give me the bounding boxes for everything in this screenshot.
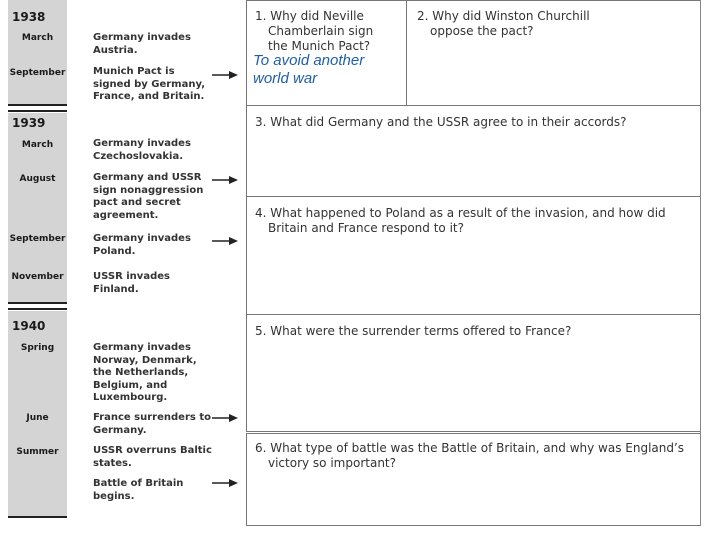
arrow-right-icon	[212, 478, 238, 488]
event-czechoslovakia	[93, 138, 191, 163]
question-3-text: 3. What did Germany and the USSR agree to in their accords?	[255, 115, 627, 129]
event-line: Norway, Denmark,	[93, 354, 197, 366]
month-label: August	[19, 174, 56, 184]
question-line: 1. Why did Neville	[255, 9, 364, 23]
event-line: Austria.	[93, 44, 138, 56]
arrow-right-icon	[212, 70, 238, 80]
year-divider	[8, 308, 67, 310]
event-line: France, and Britain.	[93, 91, 205, 102]
event-line: Germany.	[93, 424, 147, 436]
event-austria	[93, 32, 191, 57]
event-line: Czechoslovakia.	[93, 150, 183, 162]
event-line: USSR invades	[93, 271, 170, 282]
year-divider	[8, 110, 67, 112]
year-1939: 1939	[12, 116, 46, 130]
question-line: oppose the pact?	[430, 24, 534, 38]
answer-line: world war	[253, 70, 318, 87]
answer-line: To avoid another	[253, 52, 365, 69]
question-1-text	[255, 9, 373, 54]
question-line: victory so important?	[268, 456, 396, 470]
event-line: Germany invades	[93, 233, 191, 244]
month-label: November	[11, 272, 64, 282]
event-line: Finland.	[93, 283, 139, 295]
event-line: USSR overruns Baltic	[93, 445, 212, 456]
event-line: Germany invades	[93, 32, 191, 43]
question-line: Chamberlain sign	[268, 24, 374, 38]
event-line: begins.	[93, 490, 135, 502]
event-line: Belgium, and	[93, 379, 168, 391]
question-line: the Munich Pact?	[268, 39, 371, 53]
arrow-right-icon	[212, 236, 238, 246]
event-france-surrenders	[93, 412, 211, 437]
event-line: the Netherlands,	[93, 367, 189, 378]
event-line: Battle of Britain	[93, 478, 184, 489]
arrow-right-icon	[212, 175, 238, 185]
answer-1-text[interactable]	[253, 52, 364, 88]
page-edge	[700, 0, 701, 526]
event-finland	[93, 271, 170, 296]
event-line: Munich Pact is	[93, 66, 175, 77]
month-label: March	[21, 140, 54, 150]
event-western-invasion	[93, 342, 197, 405]
question-4-text	[255, 206, 666, 236]
question-line: Britain and France respond to it?	[268, 221, 464, 235]
question-5-text: 5. What were the surrender terms offered to France?	[255, 324, 572, 338]
event-line: states.	[93, 457, 132, 469]
month-label: September	[9, 68, 66, 78]
year-1940: 1940	[12, 319, 46, 333]
month-label: March	[21, 33, 54, 43]
event-line: Poland.	[93, 245, 136, 257]
month-label: Spring	[20, 343, 55, 353]
event-line: agreement.	[93, 209, 159, 221]
event-line: Luxembourg.	[93, 392, 168, 403]
question-2-text	[417, 9, 590, 39]
year-divider	[8, 302, 67, 304]
question-line: 2. Why did Winston Churchill	[417, 9, 590, 23]
month-label: Summer	[16, 447, 59, 457]
event-battle-of-britain	[93, 478, 183, 503]
question-6-text	[255, 441, 684, 471]
event-line: sign nonaggression	[93, 184, 204, 196]
question-line: 6. What type of battle was the Battle of Britain, and why was England’s	[255, 441, 685, 455]
arrow-right-icon	[212, 413, 238, 423]
event-line: signed by Germany,	[93, 78, 205, 90]
event-line: pact and secret	[93, 197, 181, 208]
month-label: September	[9, 234, 66, 244]
event-line: Germany invades	[93, 342, 191, 353]
event-line: Germany and USSR	[93, 172, 202, 183]
year-divider	[8, 104, 67, 106]
year-1938: 1938	[12, 10, 46, 24]
year-divider	[8, 516, 67, 518]
event-line: France surrenders to	[93, 412, 211, 423]
event-line: Germany invades	[93, 138, 191, 149]
event-poland	[93, 233, 191, 258]
event-baltic-states	[93, 445, 212, 470]
month-label: June	[26, 413, 49, 423]
question-line: 4. What happened to Poland as a result of the invasion, and how did	[255, 206, 666, 220]
event-nonaggression-pact	[93, 172, 203, 222]
event-munich-pact	[93, 66, 205, 104]
